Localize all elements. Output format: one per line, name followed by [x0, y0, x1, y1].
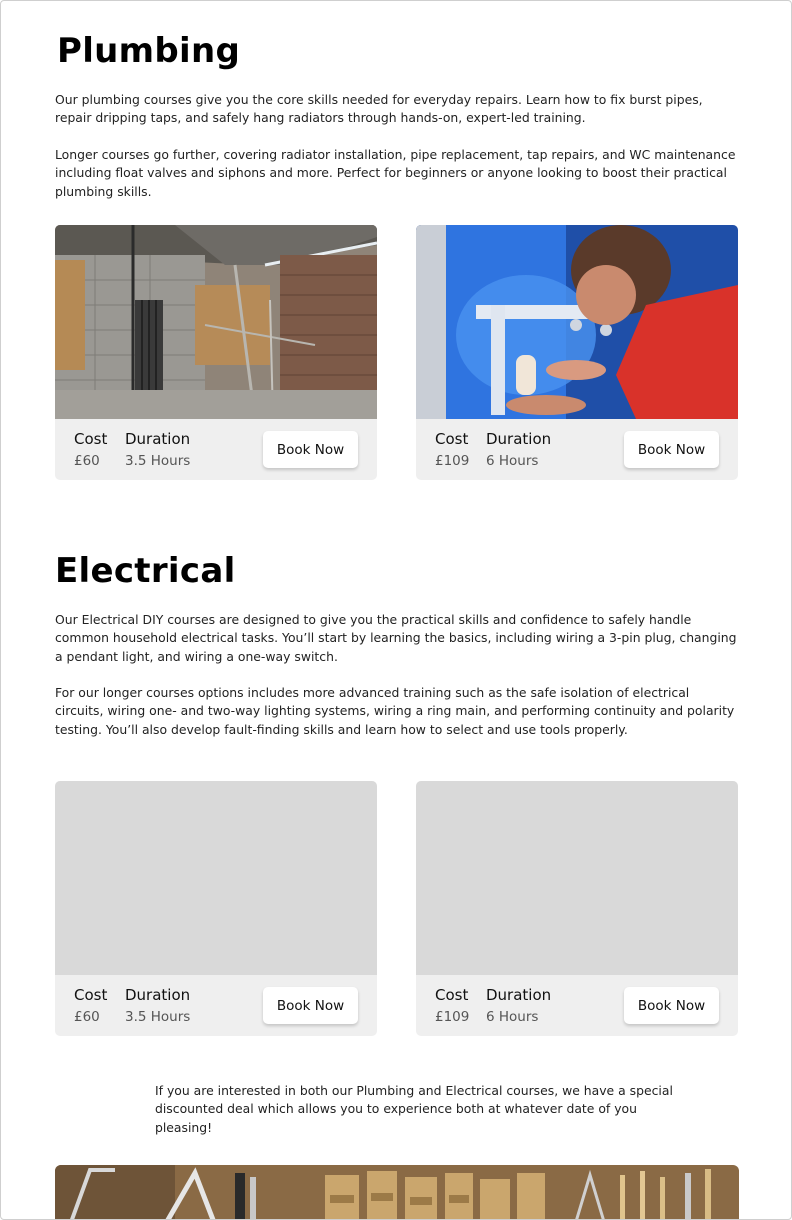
cost-value: £109	[435, 453, 470, 469]
card-info	[416, 975, 738, 1036]
book-now-button[interactable]: Book Now	[624, 987, 719, 1024]
plumbing-paragraph-2: Longer courses go further, covering radiator installation, pipe replacement, tap repairs, and WC maintenance including float valves and siphons and more. Perfect for beginners or anyone looking to boost their practical plumbing skills.	[55, 147, 736, 199]
tools-banner-image	[55, 1165, 739, 1220]
cost-label: Cost	[74, 430, 108, 448]
duration-value: 6 Hours	[486, 1009, 539, 1025]
plumbing-title: Plumbing	[57, 31, 241, 71]
electrical-paragraph-1: Our Electrical DIY courses are designed to give you the practical skills and confidence to safely handle common household electrical tasks. You’ll start by learning the basics, including wiring a 3-pin plug, changing a pendant light, and wiring a one-way switch.	[55, 612, 737, 664]
duration-value: 3.5 Hours	[125, 1009, 191, 1025]
electrical-section	[55, 551, 739, 591]
cost-value: £60	[74, 1009, 100, 1025]
cost-value: £109	[435, 1009, 470, 1025]
card-info	[55, 975, 377, 1036]
electrical-intro-2	[55, 684, 739, 739]
card-info	[55, 419, 377, 480]
book-now-button[interactable]: Book Now	[263, 987, 358, 1024]
combined-deal-text: If you are interested in both our Plumbing and Electrical courses, we have a special discounted deal which allows you to experience both at whatever date of you pleasing!	[155, 1083, 673, 1135]
cost-label: Cost	[435, 430, 469, 448]
plumbing-course-card-2	[416, 225, 738, 480]
electrical-title: Electrical	[55, 551, 236, 591]
plumbing-intro-2	[55, 146, 739, 201]
plumbing-course-card-1	[55, 225, 377, 480]
electrical-paragraph-2: For our longer courses options includes more advanced training such as the safe isolation of electrical circuits, wiring one- and two-way lighting systems, wiring a ring main, and performing continuity and polarity testing. You’ll also develop fault-finding skills and learn how to select and use tools properly.	[55, 685, 735, 737]
duration-value: 6 Hours	[486, 453, 539, 469]
cost-label: Cost	[74, 986, 108, 1004]
electrical-course-card-2	[416, 781, 738, 1036]
plumbing-section	[55, 31, 739, 71]
cost-value: £60	[74, 453, 100, 469]
image-placeholder	[416, 781, 738, 975]
plumbing-intro	[55, 91, 739, 128]
electrical-intro	[55, 611, 739, 666]
plumbing-paragraph-1: Our plumbing courses give you the core skills needed for everyday repairs. Learn how to fix burst pipes, repair dripping taps, and safely hang radiators through hands-on, expert-led training.	[55, 92, 703, 126]
card-info	[416, 419, 738, 480]
electrical-course-card-1	[55, 781, 377, 1036]
plumbing-pipes-image	[416, 225, 738, 419]
duration-label: Duration	[125, 986, 191, 1004]
image-placeholder	[55, 781, 377, 975]
duration-value: 3.5 Hours	[125, 453, 191, 469]
duration-label: Duration	[486, 430, 552, 448]
book-now-button[interactable]: Book Now	[624, 431, 719, 468]
duration-label: Duration	[125, 430, 191, 448]
cost-label: Cost	[435, 986, 469, 1004]
plumbing-workshop-image	[55, 225, 377, 419]
book-now-button[interactable]: Book Now	[263, 431, 358, 468]
duration-label: Duration	[486, 986, 552, 1004]
